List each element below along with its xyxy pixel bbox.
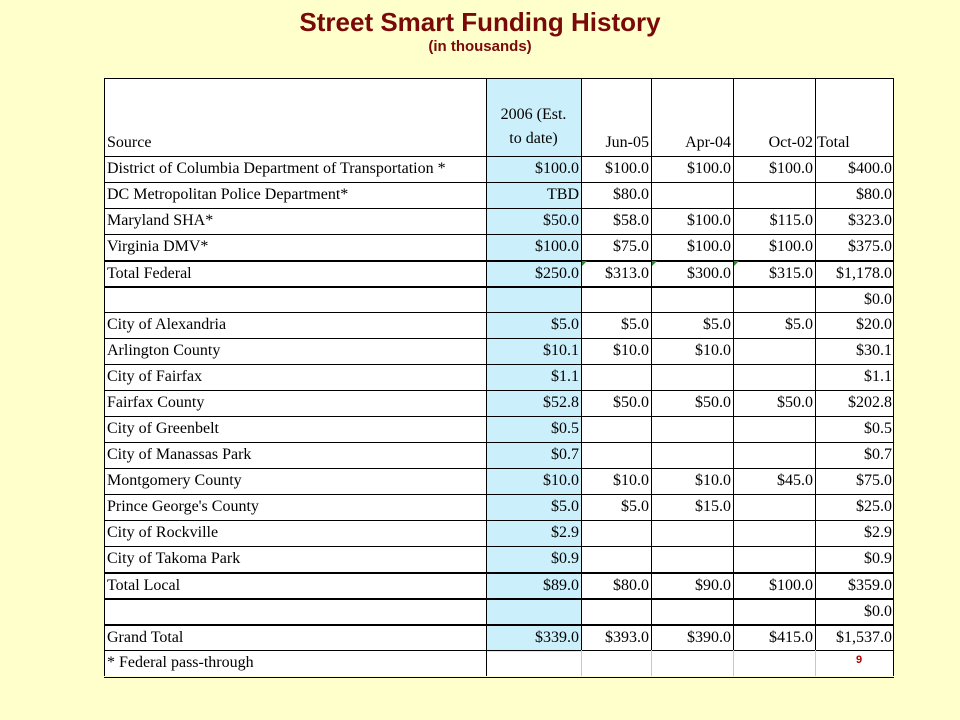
value-oct02 — [733, 547, 815, 573]
value-jun05: $80.0 — [613, 577, 649, 594]
value-apr04 — [651, 443, 733, 469]
table-row — [104, 364, 894, 391]
value-oct02: $100.0 — [769, 160, 813, 177]
value-jun05 — [581, 443, 651, 469]
value-2006: $2.9 — [551, 524, 579, 541]
value-total: $20.0 — [856, 316, 892, 333]
page-number: 9 — [856, 654, 863, 666]
row-source-label: City of Rockville — [107, 524, 219, 541]
grid-line-footnote — [651, 650, 652, 676]
value-apr04: $100.0 — [687, 212, 731, 229]
value-apr04 — [651, 521, 733, 547]
value-apr04 — [651, 365, 733, 391]
row-source-label: District of Columbia Department of Transportation * — [107, 160, 446, 177]
value-oct02 — [733, 521, 815, 547]
value-oct02: $100.0 — [769, 238, 813, 255]
grid-line — [893, 78, 894, 650]
value-jun05: $313.0 — [605, 265, 649, 282]
table-row — [104, 234, 894, 261]
value-apr04: $10.0 — [695, 472, 731, 489]
grid-line — [651, 78, 652, 650]
value-oct02 — [733, 600, 815, 626]
footnote-row — [104, 650, 894, 678]
value-total: $1,537.0 — [836, 629, 892, 646]
value-total: $0.9 — [864, 550, 892, 567]
value-2006: $10.1 — [543, 342, 579, 359]
table-row — [104, 494, 894, 521]
grid-line-footnote — [486, 650, 487, 676]
value-2006: $5.0 — [551, 498, 579, 515]
row-source-label: Prince George's County — [107, 498, 259, 515]
value-oct02: $45.0 — [777, 472, 813, 489]
table-row — [104, 156, 894, 183]
table-row — [104, 182, 894, 209]
table-row — [104, 260, 894, 288]
value-jun05: $80.0 — [613, 186, 649, 203]
value-total: $1,178.0 — [836, 265, 892, 282]
grid-line-footnote — [893, 650, 894, 676]
header-col2: Jun-05 — [605, 134, 649, 151]
value-apr04 — [651, 183, 733, 209]
grid-line — [104, 78, 105, 650]
row-source-label — [107, 600, 482, 626]
value-apr04: $300.0 — [687, 265, 731, 282]
value-2006: $250.0 — [535, 265, 579, 282]
value-oct02 — [733, 365, 815, 391]
value-apr04: $100.0 — [687, 238, 731, 255]
table-row — [104, 338, 894, 365]
table-row — [104, 208, 894, 235]
footnote: * Federal pass-through — [107, 654, 254, 671]
value-apr04: $5.0 — [703, 316, 731, 333]
slide-title: Street Smart Funding History — [299, 7, 661, 37]
value-2006: $1.1 — [551, 368, 579, 385]
row-source-label: City of Fairfax — [107, 368, 203, 385]
grid-line — [733, 78, 734, 650]
value-jun05 — [581, 547, 651, 573]
value-apr04: $390.0 — [687, 629, 731, 646]
value-jun05: $10.0 — [613, 472, 649, 489]
comment-marker-icon — [582, 261, 587, 266]
value-total: $202.8 — [848, 394, 892, 411]
comment-marker-icon — [652, 261, 657, 266]
value-jun05: $100.0 — [605, 160, 649, 177]
row-source-label: City of Manassas Park — [107, 446, 252, 463]
value-jun05 — [581, 417, 651, 443]
grid-line — [815, 78, 816, 650]
value-2006: $5.0 — [551, 316, 579, 333]
value-total: $25.0 — [856, 498, 892, 515]
value-oct02 — [733, 443, 815, 469]
value-oct02: $100.0 — [769, 577, 813, 594]
value-oct02: $315.0 — [769, 265, 813, 282]
value-2006: $339.0 — [535, 629, 579, 646]
value-2006: $50.0 — [543, 212, 579, 229]
value-2006: $89.0 — [543, 577, 579, 594]
value-2006 — [486, 600, 581, 626]
value-total: $400.0 — [848, 160, 892, 177]
table-row — [104, 572, 894, 600]
value-jun05: $58.0 — [613, 212, 649, 229]
table-row — [104, 416, 894, 443]
row-source-label — [107, 288, 482, 314]
value-2006: $0.5 — [551, 420, 579, 437]
row-source-label: City of Alexandria — [107, 316, 227, 333]
value-oct02 — [733, 339, 815, 365]
row-source-label: Total Local — [107, 577, 181, 594]
grid-line-footnote — [733, 650, 734, 676]
value-apr04 — [651, 288, 733, 314]
header-2006 — [486, 103, 581, 151]
value-apr04: $50.0 — [695, 394, 731, 411]
row-source-label: City of Greenbelt — [107, 420, 219, 437]
grid-line-footnote — [815, 650, 816, 676]
value-apr04: $10.0 — [695, 342, 731, 359]
comment-marker-icon — [734, 261, 739, 266]
row-source-label: Fairfax County — [107, 394, 205, 411]
value-oct02: $50.0 — [777, 394, 813, 411]
table-row — [104, 442, 894, 469]
table-row — [104, 390, 894, 417]
value-jun05 — [581, 288, 651, 314]
table-row-blank — [104, 286, 894, 314]
value-2006: TBD — [547, 186, 579, 203]
value-total: $80.0 — [856, 186, 892, 203]
value-jun05 — [581, 600, 651, 626]
value-oct02 — [733, 183, 815, 209]
table-row — [104, 546, 894, 573]
value-jun05: $10.0 — [613, 342, 649, 359]
value-apr04: $100.0 — [687, 160, 731, 177]
row-source-label: Virginia DMV* — [107, 238, 209, 255]
value-oct02: $415.0 — [769, 629, 813, 646]
header-total: Total — [817, 134, 850, 151]
value-2006: $10.0 — [543, 472, 579, 489]
row-source-label: Total Federal — [107, 265, 192, 282]
table-row — [104, 520, 894, 547]
value-apr04: $90.0 — [695, 577, 731, 594]
value-oct02 — [733, 417, 815, 443]
header-source: Source — [107, 134, 152, 151]
header-col3: Apr-04 — [685, 134, 731, 151]
value-2006: $100.0 — [535, 238, 579, 255]
value-total: $359.0 — [848, 577, 892, 594]
table-row-blank — [104, 598, 894, 626]
value-total: $2.9 — [864, 524, 892, 541]
value-jun05: $5.0 — [621, 316, 649, 333]
table-row — [104, 624, 894, 652]
row-source-label: Grand Total — [107, 629, 184, 646]
value-oct02 — [733, 288, 815, 314]
value-total: $75.0 — [856, 472, 892, 489]
row-source-label: City of Takoma Park — [107, 550, 241, 567]
value-2006: $52.8 — [543, 394, 579, 411]
value-apr04 — [651, 417, 733, 443]
row-source-label: Arlington County — [107, 342, 221, 359]
grid-line — [486, 78, 487, 650]
value-oct02: $115.0 — [769, 212, 813, 229]
value-total: $0.0 — [864, 603, 892, 620]
table-row — [104, 468, 894, 495]
header-2006-line1: 2006 (Est. — [500, 106, 567, 123]
value-total: $1.1 — [864, 368, 892, 385]
value-jun05: $75.0 — [613, 238, 649, 255]
slide-subtitle: (in thousands) — [428, 38, 532, 55]
grid-line-footnote — [581, 650, 582, 676]
value-oct02: $5.0 — [785, 316, 813, 333]
row-source-label: Maryland SHA* — [107, 212, 214, 229]
grid-line — [581, 78, 582, 650]
value-total: $0.5 — [864, 420, 892, 437]
value-apr04 — [651, 547, 733, 573]
value-apr04 — [651, 600, 733, 626]
value-apr04: $15.0 — [695, 498, 731, 515]
value-total: $30.1 — [856, 342, 892, 359]
table-row — [104, 312, 894, 339]
value-jun05: $5.0 — [621, 498, 649, 515]
value-total: $0.0 — [864, 291, 892, 308]
value-jun05 — [581, 521, 651, 547]
header-col4: Oct-02 — [768, 134, 813, 151]
grid-line-footnote — [104, 650, 105, 676]
value-jun05: $393.0 — [605, 629, 649, 646]
value-total: $0.7 — [864, 446, 892, 463]
value-2006: $100.0 — [535, 160, 579, 177]
value-2006: $0.9 — [551, 550, 579, 567]
table-header — [104, 78, 894, 157]
value-total: $375.0 — [848, 238, 892, 255]
row-source-label: Montgomery County — [107, 472, 242, 489]
value-2006 — [486, 288, 581, 314]
value-oct02 — [733, 495, 815, 521]
value-2006: $0.7 — [551, 446, 579, 463]
value-jun05: $50.0 — [613, 394, 649, 411]
value-jun05 — [581, 365, 651, 391]
row-source-label: DC Metropolitan Police Department* — [107, 186, 349, 203]
header-2006-line2: to date) — [509, 130, 558, 147]
value-total: $323.0 — [848, 212, 892, 229]
funding-table — [104, 78, 894, 676]
